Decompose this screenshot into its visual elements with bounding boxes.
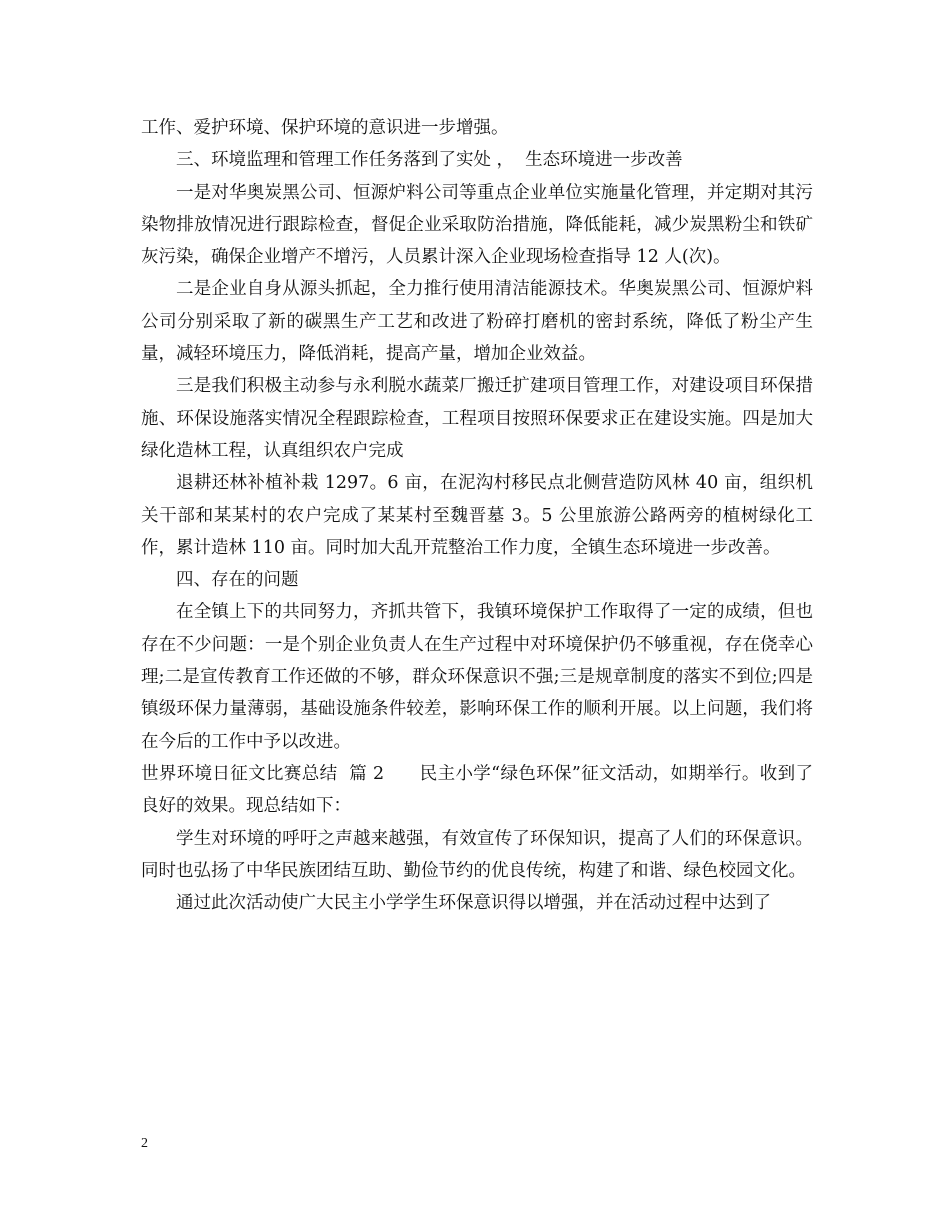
page-number: 2 xyxy=(141,1136,148,1151)
paragraph-4: 二是企业自身从源头抓起，全力推行使用清洁能源技术。华奥炭黑公司、恒源炉料公司分别采取了新的碳黑生产工艺和改进了粉碎打磨机的密封系统，降低了粉尘产生量，减轻环境压力，降低消耗，提高产量，增加企业效益。 xyxy=(141,279,813,365)
paragraph-11: 通过此次活动使广大民主小学学生环保意识得以增强，并在活动过程中达到了 xyxy=(176,893,771,914)
document-body xyxy=(141,112,813,919)
paragraph-3: 一是对华奥炭黑公司、恒源炉料公司等重点企业单位实施量化管理，并定期对其污染物排放情况进行跟踪检查，督促企业采取防治措施，降低能耗，减少炭黑粉尘和铁矿灰污染，确保企业增产不增污，人员累计深入企业现场检查指导 12 人(次)。 xyxy=(141,182,813,268)
paragraph-section-3-heading: 三、环境监理和管理工作任务落到了实处 ， 生态环境进一步改善 xyxy=(176,150,683,171)
paragraph-section-4-heading: 四、存在的问题 xyxy=(176,570,299,591)
paragraph-10: 学生对环境的呼吁之声越来越强，有效宣传了环保知识，提高了人们的环保意识。同时也弘扬了中华民族团结互助、勤俭节约的优良传统，构建了和谐、绿色校园文化。 xyxy=(141,828,813,881)
paragraph-1: 工作、爱护环境、保护环境的意识进一步增强。 xyxy=(141,118,509,138)
paragraph-5: 三是我们积极主动参与永利脱水蔬菜厂搬迁扩建项目管理工作，对建设项目环保措施、环保设施落实情况全程跟踪检查，工程项目按照环保要求正在建设实施。四是加大绿化造林工程，认真组织农户完成 xyxy=(141,376,813,461)
paragraph-8: 在全镇上下的共同努力，齐抓共管下，我镇环境保护工作取得了一定的成绩，但也存在不少问题：一是个别企业负责人在生产过程中对环境保护仍不够重视，存在侥幸心理;二是宣传教育工作还做的不够，群众环保意识不强;三是规章制度的落实不到位;四是镇级环保力量薄弱，基础设施条件较差，影响环保工作的顺利开展。以上问题，我们将在今后的工作中予以改进。 xyxy=(141,602,813,752)
paragraph-6: 退耕还林补植补栽 1297。6 亩，在泥沟村移民点北侧营造防风林 40 亩，组织机关干部和某某村的农户完成了某某村至魏晋墓 3。5 公里旅游公路两旁的植树绿化工作，累计造林 110 亩。同时加大乱开荒整治工作力度，全镇生态环境进一步改善。 xyxy=(141,473,813,558)
paragraph-part-2-heading: 世界环境日征文比赛总结 篇 2 民主小学“绿色环保”征文活动，如期举行。收到了良好的效果。现总结如下： xyxy=(141,763,813,817)
